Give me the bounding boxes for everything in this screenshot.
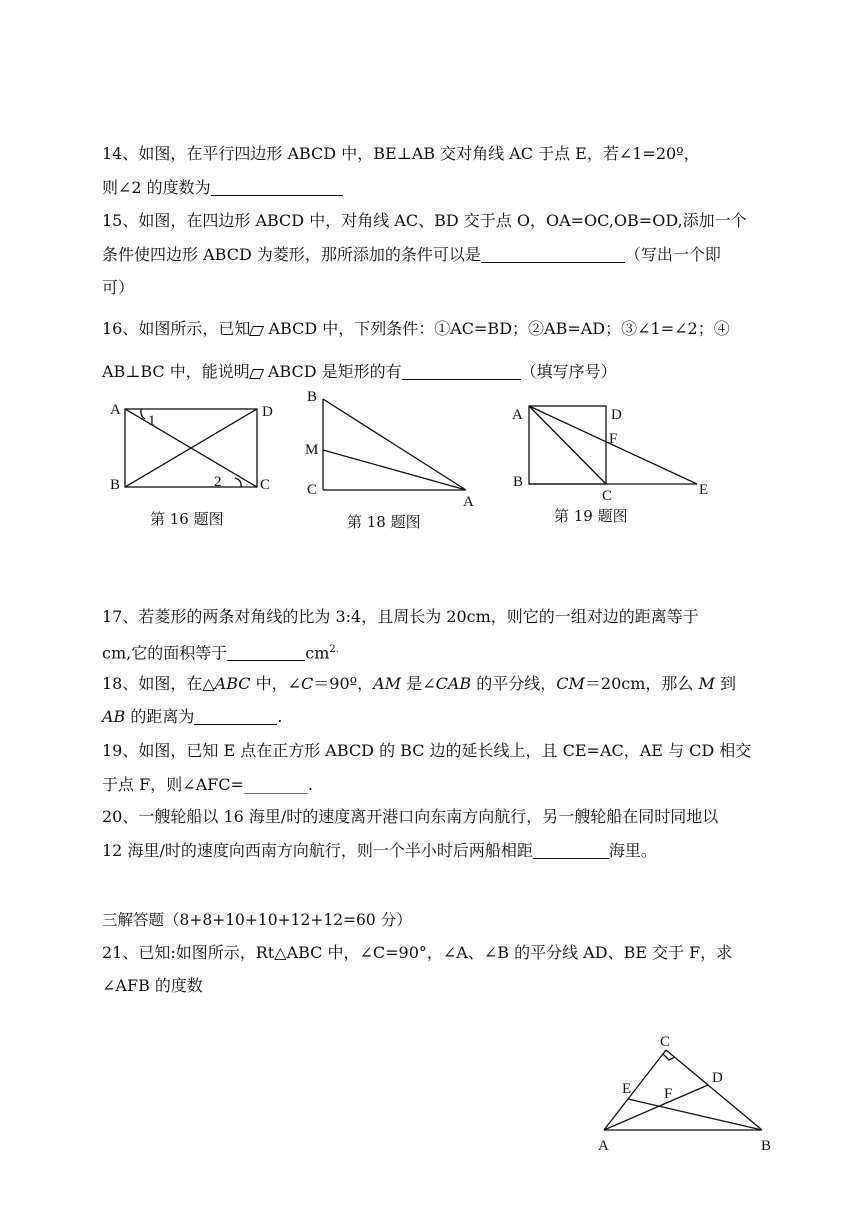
q14-line2 [102, 178, 343, 198]
fig16-diagonal-ac [125, 409, 257, 487]
fig19-diagonal-ac [529, 406, 606, 484]
fig21-bisector-be [628, 1099, 762, 1130]
q16-text-a: 16、如图所示，已知 [102, 319, 251, 338]
fig21-label-e: E [622, 1081, 632, 1097]
fig16-label-2: 2 [214, 474, 222, 490]
fig21-label-b: B [761, 1138, 772, 1154]
fig21-bisector-ad [604, 1085, 708, 1130]
fig19-label-a: A [512, 407, 523, 423]
q18-answer-blank[interactable] [194, 708, 277, 725]
q20-line2 [102, 841, 657, 861]
fig18-label-a: A [463, 494, 474, 510]
q16-text-c: AB⊥BC 中，能说明 [102, 362, 250, 381]
fig19-label-d: D [611, 407, 622, 423]
fig21-label-a: A [598, 1138, 609, 1154]
q15-answer-blank[interactable] [481, 246, 625, 263]
q18-line1 [102, 674, 736, 694]
fig21-side-cb [666, 1050, 762, 1130]
q15-text: 条件使四边形 ABCD 为菱形，那所添加的条件可以是 [102, 245, 481, 264]
q20-unit: 海里。 [608, 841, 657, 860]
q16-answer-blank[interactable] [402, 363, 521, 380]
fig18-label-c: C [307, 482, 318, 498]
fig16-rectangle [125, 409, 257, 487]
parallelogram-icon [250, 326, 263, 335]
fig19-label-f: F [609, 431, 618, 447]
q15-line1: 15、如图，在四边形 ABCD 中，对角线 AC、BD 交于点 O，OA=OC,OB=OD,添加一个 [102, 211, 747, 230]
q18-t4: 是∠ [401, 674, 436, 693]
fig18-side-ab [323, 399, 466, 490]
q17-line2 [102, 640, 339, 663]
q14-answer-blank[interactable] [211, 179, 343, 196]
fig16-angle1-arc [141, 409, 145, 419]
fig18-label-b: B [307, 389, 318, 405]
q15-line3: 可） [102, 278, 135, 297]
fig21-right-angle-mark [663, 1054, 675, 1060]
fig19-caption: 第 19 题图 [554, 507, 628, 525]
q17-unit-superscript: 2. [329, 644, 339, 655]
fig16-diagonal-bd [125, 409, 257, 487]
fig19-square [529, 406, 606, 484]
q20-answer-blank[interactable] [533, 842, 609, 859]
fig18-bisector-am [323, 450, 466, 490]
q18-m: M [698, 674, 715, 693]
q16-line1 [102, 319, 730, 339]
fig19-line-ae [529, 406, 697, 484]
q19-line1: 19、如图，已知 E 点在正方形 ABCD 的 BC 边的延长线上，且 CE=AC，AE 与 CD 相交 [102, 741, 752, 760]
q18-cab: CAB [435, 674, 472, 693]
q18-c: C [301, 674, 314, 693]
fig16-label-c: C [260, 477, 271, 493]
section-3-title: 三解答题（8+8+10+10+12+12=60 分） [102, 911, 412, 929]
q15-line2 [102, 245, 721, 265]
q18-t7: 到 [714, 674, 736, 693]
q16-hint: （填写序号） [520, 362, 617, 381]
fig19-label-e: E [699, 482, 709, 498]
fig19-label-b: B [513, 474, 524, 490]
q14-text: 则∠2 的度数为 [102, 178, 211, 197]
q17-unit: cm [305, 643, 330, 663]
q18-am: AM [373, 674, 402, 693]
q17-text: cm,它的面积等于 [102, 643, 228, 663]
q20-text: 12 海里/时的速度向西南方向航行，则一个半小时后两船相距 [102, 841, 533, 860]
fig21-label-f: F [664, 1086, 673, 1102]
fig16-angle2-arc [235, 478, 241, 487]
fig16-label-b: B [110, 477, 121, 493]
fig16-label-1: 1 [148, 413, 156, 429]
fig21-label-d: D [712, 1070, 723, 1086]
q18-t3: ＝90º， [313, 674, 374, 693]
q18-t5: 的平分线， [471, 674, 557, 693]
fig21-label-c: C [660, 1034, 671, 1050]
q18-line2 [102, 707, 283, 727]
q18-end: . [277, 707, 283, 726]
q18-t1: 18、如图，在△ [102, 674, 215, 693]
q16-text-b: ABCD 中，下列条件：①AC=BD；②AB=AD；③∠1=∠2；④ [263, 319, 730, 338]
fig16-label-a: A [110, 402, 121, 418]
q18-abc: ABC [214, 674, 251, 693]
fig16-label-d: D [262, 404, 273, 420]
q17-answer-blank[interactable] [227, 644, 305, 661]
q19-line2: 于点 F，则∠AFC=________. [102, 775, 313, 794]
q15-hint: （写出一个即 [624, 245, 721, 264]
fig19-label-c: C [602, 488, 613, 504]
fig18-label-m: M [305, 442, 319, 458]
q16-text-d: ABCD 是矩形的有 [262, 362, 402, 381]
q18-t6: ＝20cm，那么 [584, 674, 699, 693]
q18-t8: 的距离为 [125, 707, 195, 726]
q20-line1: 20、一艘轮船以 16 海里/时的速度离开港口向东南方向航行，另一艘轮船在同时同地以 [102, 807, 719, 826]
fig16-caption: 第 16 题图 [150, 510, 224, 528]
q21-line2: ∠AFB 的度数 [102, 976, 203, 995]
q16-line2 [102, 362, 617, 382]
q18-ab: AB [102, 707, 126, 726]
q14-line1: 14、如图，在平行四边形 ABCD 中，BE⊥AB 交对角线 AC 于点 E，若∠1=20º， [102, 144, 700, 163]
fig21-side-ac [604, 1050, 666, 1130]
parallelogram-icon [250, 369, 263, 378]
q18-t2: 中，∠ [250, 674, 302, 693]
q18-cm: CM [556, 674, 585, 693]
fig18-caption: 第 18 题图 [347, 513, 421, 531]
q21-line1: 21、已知:如图所示，Rt△ABC 中，∠C=90°，∠A、∠B 的平分线 AD、BE 交于 F，求 [102, 943, 733, 962]
q17-line1: 17、若菱形的两条对角线的比为 3:4，且周长为 20cm，则它的一组对边的距离等于 [102, 607, 699, 626]
